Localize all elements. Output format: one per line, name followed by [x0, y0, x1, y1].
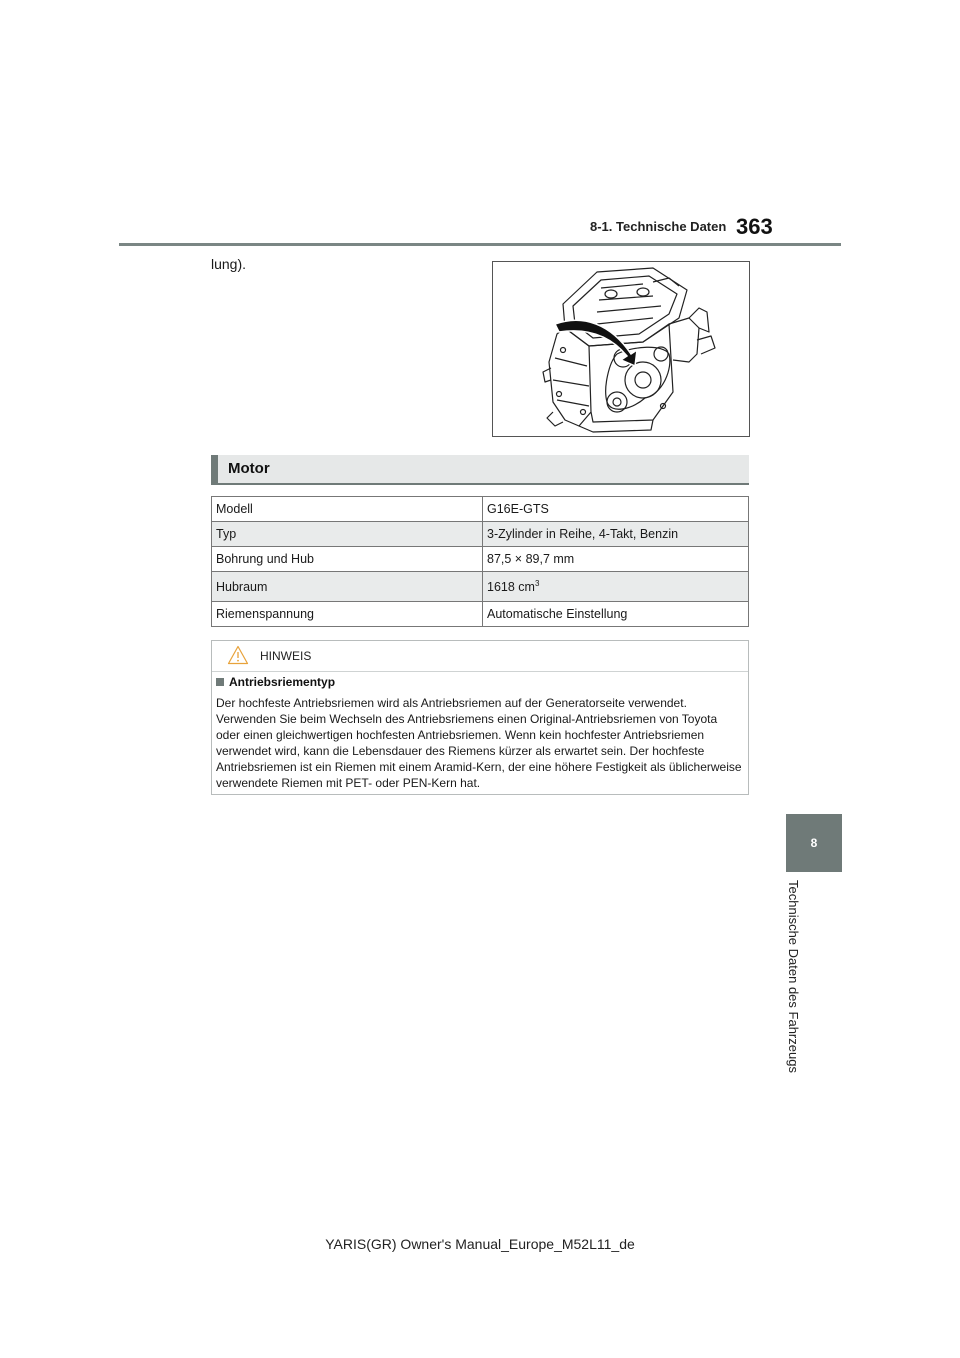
header-divider	[119, 243, 841, 246]
spec-label: Bohrung und Hub	[212, 547, 483, 572]
spec-value: 87,5 × 89,7 mm	[483, 547, 749, 572]
page-number: 363	[736, 214, 773, 239]
spec-value: 3-Zylinder in Reihe, 4-Takt, Benzin	[483, 522, 749, 547]
continuation-text: lung).	[211, 256, 247, 272]
engine-spec-table	[211, 496, 749, 627]
chapter-number: 8	[810, 836, 818, 850]
engine-figure	[492, 261, 750, 437]
spec-label: Typ	[212, 522, 483, 547]
chapter-side-label	[770, 880, 818, 1090]
spec-value: G16E-GTS	[483, 497, 749, 522]
notice-title: HINWEIS	[260, 649, 312, 663]
spec-value: Automatische Einstellung	[483, 602, 749, 627]
spec-value	[483, 572, 749, 602]
section-heading-motor	[211, 455, 749, 485]
notice-header	[212, 641, 748, 672]
warning-triangle-icon	[227, 645, 249, 665]
chapter-title: Technische Daten des Fahrzeugs	[786, 880, 801, 1073]
spec-label: Modell	[212, 497, 483, 522]
table-row	[212, 547, 749, 572]
notice-body: Der hochfeste Antriebsriemen wird als Antriebsriemen auf der Generatorseite verwendet. Verwenden Sie beim Wechseln des Antriebsriemens einen Original-Antriebsriemen von Toyota oder einen gleichwertigen hochfesten Antriebsriemen. Wenn kein hochfester Antriebsriemen verwendet wird, kann die Lebensdauer des Riemens kürzer als erwartet sein. Der hochfeste Antriebsriemen ist ein Riemen mit einem Aramid-Kern, der eine höhere Festigkeit als üblicherweise verwendete Riemen mit PET- oder PEN-Kern hat.	[216, 696, 742, 790]
footer-text: YARIS(GR) Owner's Manual_Europe_M52L11_de	[325, 1236, 635, 1252]
table-row	[212, 522, 749, 547]
notice-box	[211, 640, 749, 795]
table-row	[212, 497, 749, 522]
square-bullet-icon	[216, 678, 224, 686]
section-title: 8-1. Technische Daten	[590, 219, 727, 234]
section-heading-text: Motor	[228, 460, 270, 477]
engine-illustration-icon	[493, 262, 749, 436]
chapter-tab[interactable]	[786, 814, 842, 872]
spec-label: Riemenspannung	[212, 602, 483, 627]
notice-subheading-text: Antriebsriementyp	[229, 675, 336, 689]
table-row	[212, 602, 749, 627]
table-row	[212, 572, 749, 602]
spec-value-superscript: 3	[534, 578, 540, 588]
spec-value-text: 1618 cm	[487, 580, 535, 595]
spec-label: Hubraum	[212, 572, 483, 602]
notice-subheading	[216, 675, 335, 689]
